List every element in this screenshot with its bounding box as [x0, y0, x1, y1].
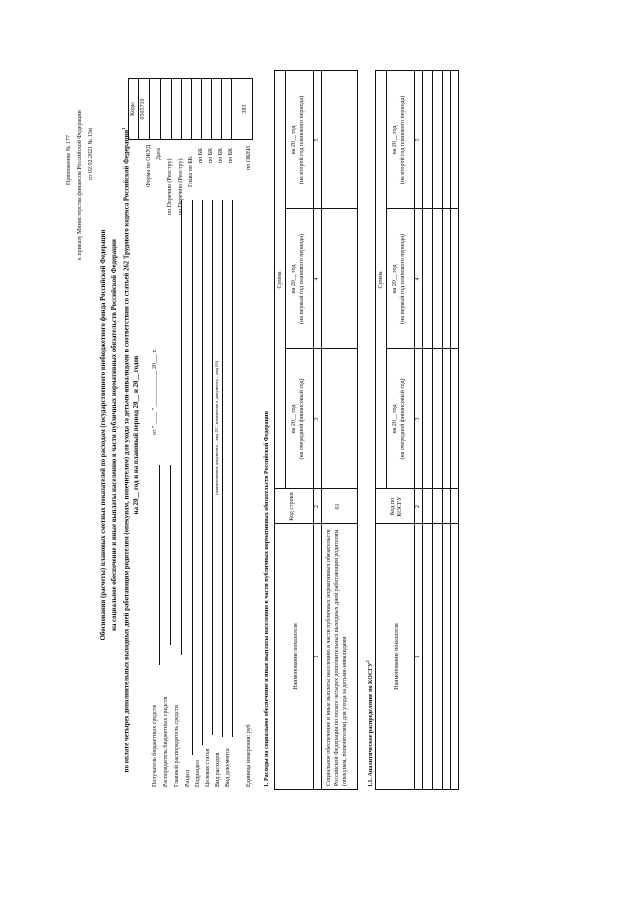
appendix-line-2: к приказу Министерства финансов Российской Федерации	[77, 110, 83, 260]
field-expense-type: Вид расходов	[215, 752, 221, 787]
s1-num-2: 2	[314, 505, 320, 508]
okud-value: 0505710	[140, 98, 146, 120]
s11-col4-desc: (на первый год планового периода)	[400, 234, 406, 324]
field-line	[222, 200, 223, 737]
field-line	[181, 200, 182, 655]
s1-sum-header: Сумма	[277, 271, 283, 289]
s1-col4-year: на 20__ год	[291, 264, 297, 294]
s11-num-4: 4	[415, 277, 421, 281]
s1-num-5: 5	[314, 138, 320, 142]
field-recipient: Получатель бюджетных средств	[152, 704, 158, 787]
section1-heading: 1. Расходы на социальное обеспечение и иные выплаты населению в части публичных нормативных обязательств Российской Федерации	[264, 411, 270, 787]
s11-col5-desc: (на второй год планового периода)	[400, 95, 406, 185]
section11-heading: 1.1. Аналитическое распределение по КОСГУ$^2$	[365, 660, 374, 787]
okud-label: Форма по ОКУД	[146, 144, 152, 187]
field-line	[232, 200, 233, 737]
section1-table	[274, 70, 358, 790]
bk-label-1: по БК	[198, 147, 204, 163]
appendix-line-3: от 02.02.2021 № 13н	[88, 128, 94, 180]
s11-col4-year: на 20__ год	[392, 264, 398, 294]
codes-header: Коды	[130, 102, 136, 116]
s1-col-name: Наименование показателя	[293, 623, 299, 690]
field-document-type: Вид документа	[225, 748, 231, 787]
s11-col3-year: на 20__ год	[392, 404, 398, 434]
codes-box	[128, 78, 253, 140]
title-line-1: Обоснования (расчеты) плановых сметных показателей по расходам (государственного внебюджетного фонда Российской Федерации	[100, 229, 107, 641]
field-chief-distributor: Главный распорядитель средств	[174, 705, 180, 787]
s1-num-1: 1	[314, 655, 320, 658]
s1-num-4: 4	[314, 277, 320, 281]
s11-col3-desc: (на очередной финансовый год)	[400, 378, 406, 460]
unit-label: Единица измерения: руб	[246, 724, 252, 787]
s11-col-name: Наименование показателя	[394, 623, 400, 690]
s11-num-5: 5	[415, 138, 421, 142]
s1-col5-desc: (на второй год планового периода)	[299, 95, 305, 185]
bk-label-4: по БК	[228, 147, 234, 163]
appendix-line-1: Приложение № 177	[66, 135, 72, 185]
s1-row-text: Социальное обеспечение и иные выплаты населению в части публичных нормативных обязательств Российской Федерации по оплате четырех дополнительных выходных дней работающим родителям (опекунам, попечителям) для ухода за детьми-инвалидами	[326, 529, 348, 786]
document-date: от " ____ " ____________ 20___ г.	[152, 349, 158, 435]
s1-col3-year: на 20__ год	[291, 404, 297, 434]
s11-num-3: 3	[415, 417, 421, 421]
document-type-hint: (наименование документа – вид ПС, изменения к документу – вид 05)	[214, 360, 219, 495]
s1-col4-desc: (на первый год планового периода)	[299, 234, 305, 324]
chapter-label: Глава по БК	[188, 156, 194, 187]
field-line	[202, 200, 203, 745]
s1-row-code: 01	[335, 503, 341, 510]
field-section: Раздел	[185, 770, 191, 787]
title-line-4: на 20__ год и на плановый период 20__ и 20__ годов	[133, 355, 140, 515]
s11-sum-header: Сумма	[378, 271, 384, 289]
title-line-2: на социальное обеспечение и иные выплаты населению в части публичных нормативных обязательств Российской Федерации	[111, 239, 118, 631]
title-line-3: по оплате четырех дополнительных выходных дней работающим родителям (опекунам, попечителям) для ухода за детьми-инвалидами в соответствии со статьей 262 Трудового кодекса Российской Федерации$^1$	[121, 127, 131, 773]
field-line	[212, 200, 213, 735]
s11-col5-year: на 20__ год	[392, 125, 398, 155]
okei-label: по ОКЕИ	[246, 145, 252, 170]
field-line	[170, 465, 171, 645]
field-subsection: Подраздел	[195, 760, 201, 787]
registry-label-2: по Перечню (Реестру)	[178, 158, 184, 215]
field-distributor: Распорядитель бюджетных средств	[163, 696, 169, 787]
s1-num-3: 3	[314, 417, 320, 421]
s11-num-1: 1	[415, 655, 421, 658]
s11-num-2: 2	[415, 505, 421, 508]
field-line	[192, 200, 193, 755]
s1-col-code: Код строки	[289, 492, 295, 521]
registry-label-1: по Перечню (Реестру)	[167, 158, 173, 215]
date-label: Дата	[156, 148, 162, 160]
field-target-article: Целевая статья	[205, 748, 211, 787]
s1-col5-year: на 20__ год	[291, 125, 297, 155]
bk-label-2: по БК	[208, 147, 214, 163]
bk-label-3: по БК	[218, 147, 224, 163]
okei-value: 383	[242, 104, 248, 114]
section11-table	[375, 70, 459, 790]
field-line	[159, 465, 160, 665]
s1-col3-desc: (на очередной финансовый год)	[299, 378, 305, 460]
s11-col-code: Код по КОСГУ	[390, 496, 403, 517]
